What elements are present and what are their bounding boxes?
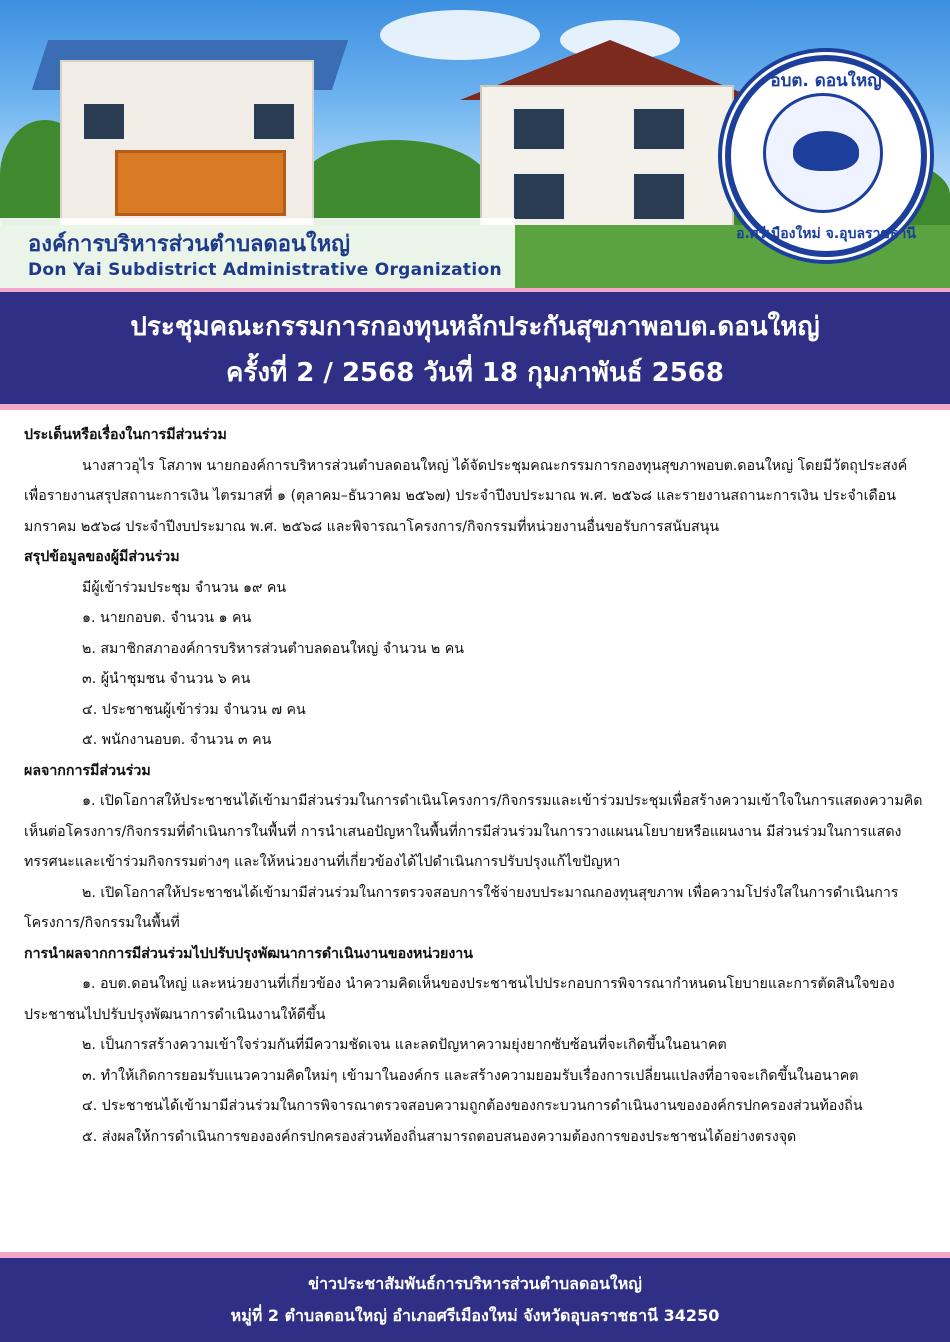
page-subtitle: ครั้งที่ 2 / 2568 วันที่ 18 กุมภาพันธ์ 2568 [226,358,724,388]
section-heading: การนำผลจากการมีส่วนร่วมไปปรับปรุงพัฒนาการดำเนินงานของหน่วยงาน [24,945,473,962]
page-title: ประชุมคณะกรรมการกองทุนหลักประกันสุขภาพอบต.ดอนใหญ่ [130,312,820,342]
footer-title: ข่าวประชาสัมพันธ์การบริหารส่วนตำบลดอนใหญ่ [308,1274,642,1293]
section-heading: ผลจากการมีส่วนร่วม [24,762,151,779]
paragraph: นางสาวอุไร โสภาพ นายกองค์การบริหารส่วนตำบลดอนใหญ่ ได้จัดประชุมคณะกรรมการกองทุนสุขภาพอบต.ดอนใหญ่ โดยมีวัตถุประสงค์ เพื่อรายงานสรุปสถานะการเงิน ไตรมาสที่ ๑ (ตุลาคม–ธันวาคม ๒๕๖๗) ประจำปีงบประมาณ พ.ศ. ๒๕๖๘ และรายงานสถานะการเงิน ประจำเดือน มกราคม ๒๕๖๘ ประจำปีงบประมาณ พ.ศ. ๒๕๖๘ และพิจารณาโครงการ/กิจกรรมที่หน่วยงานอื่นขอรับการสนับสนุน [24,457,908,535]
list-item: ๔. ประชาชนได้เข้ามามีส่วนร่วมในการพิจารณาตรวจสอบความถูกต้องของกระบวนการดำเนินงานขององค์กรปกครองส่วนท้องถิ่น [82,1098,863,1114]
section-heading: ประเด็นหรือเรื่องในการมีส่วนร่วม [24,427,227,443]
list-item: ๑. นายกอบต. จำนวน ๑ คน [82,610,252,626]
list-item: ๕. พนักงานอบต. จำนวน ๓ คน [82,732,272,748]
list-item: ๑. อบต.ดอนใหญ่ และหน่วยงานที่เกี่ยวข้อง นำความคิดเห็นของประชาชนไปประกอบการพิจารณากำหนดนโยบายและการตัดสินใจของประชาชนไปปรับปรุงพัฒนาการดำเนินงานให้ดีขึ้น [24,976,895,1023]
cloud [380,10,540,60]
list-item: ๒. สมาชิกสภาองค์การบริหารส่วนตำบลดอนใหญ่ จำนวน ๒ คน [82,640,464,657]
list-item: ๑. เปิดโอกาสให้ประชาชนได้เข้ามามีส่วนร่วมในการดำเนินโครงการ/กิจกรรมและเข้าร่วมประชุมเพื่อสร้างความเข้าใจในการแสดงความคิดเห็นต่อโครงการ/กิจกรรมที่ดำเนินการในพื้นที่ การนำเสนอปัญหาในพื้นที่การมีส่วนร่วมในการวางแผนนโยบายหรือแผนงาน มีส่วนร่วมในการแสดงทรรศนะและเข้าร่วมกิจกรรมต่างๆ และให้หน่วยงานที่เกี่ยวข้องได้ไปดำเนินการปรับปรุงแก้ไขปัญหา [24,793,923,870]
list-item: ๓. ทำให้เกิดการยอมรับแนวความคิดใหม่ๆ เข้ามาในองค์กร และสร้างความยอมรับเรื่องการเปลี่ยนแปลงที่อาจจะเกิดขึ้นในอนาคต [82,1067,859,1084]
org-name-thai: องค์การบริหารส่วนตำบลดอนใหญ่ [28,232,351,257]
participant-total: มีผู้เข้าร่วมประชุม จำนวน ๑๙ คน [82,579,287,596]
footer-bar [0,1252,950,1342]
seal-top-text: อบต. ดอนใหญ่ [770,71,882,91]
footer-address: หมู่ที่ 2 ตำบลดอนใหญ่ อำเภอศรีเมืองใหม่ จังหวัดอุบลราชธานี 34250 [230,1306,720,1325]
right-building [480,85,734,239]
list-item: ๔. ประชาชนผู้เข้าร่วม จำนวน ๗ คน [82,701,306,718]
seal-bottom-text: อ.ศรีเมืองใหม่ จ.อุบลราชธานี [736,226,916,242]
title-bar [0,288,950,410]
section-heading: สรุปข้อมูลของผู้มีส่วนร่วม [24,549,180,565]
trees [300,140,490,230]
organization-seal-logo [725,55,927,257]
list-item: ๒. เป็นการสร้างความเข้าใจร่วมกันที่มีความชัดเจน และลดปัญหาความยุ่งยากซับซ้อนที่จะเกิดขึ้นในอนาคต [82,1037,727,1053]
document-body [24,420,926,1152]
seal-emblem-icon [793,131,859,171]
office-sign [115,150,286,216]
list-item: ๒. เปิดโอกาสให้ประชาชนได้เข้ามามีส่วนร่วมในการตรวจสอบการใช้จ่ายงบประมาณกองทุนสุขภาพ เพื่อความโปร่งใสในการดำเนินการโครงการ/กิจกรรมในพื้นที่ [24,884,899,931]
list-item: ๕. ส่งผลให้การดำเนินการขององค์กรปกครองส่วนท้องถิ่นสามารถตอบสนองความต้องการของประชาชนได้อย่างตรงจุด [82,1128,797,1145]
org-name-english: Don Yai Subdistrict Administrative Organization [28,260,502,280]
list-item: ๓. ผู้นำชุมชน จำนวน ๖ คน [82,671,251,687]
header-banner-photo [0,0,950,290]
